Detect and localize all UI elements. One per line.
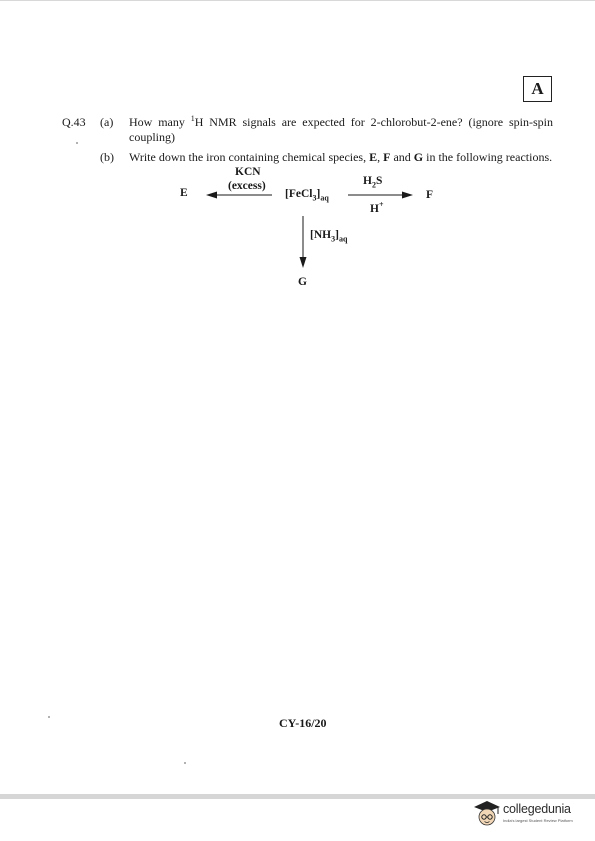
brand-name: collegedunia xyxy=(503,802,571,816)
part-b-bold-e: E xyxy=(369,150,378,164)
product-f: F xyxy=(426,189,434,201)
reaction-arrows xyxy=(0,0,595,300)
scan-speck xyxy=(48,716,50,718)
h2s-prefix: H xyxy=(363,175,372,187)
section-letter: A xyxy=(531,79,544,98)
part-a-text-before: How many xyxy=(129,115,191,129)
scan-speck xyxy=(76,142,78,144)
h2s-suffix: S xyxy=(375,175,383,187)
scan-speck xyxy=(184,762,186,764)
nh3-prefix: [NH xyxy=(310,229,332,241)
product-g: G xyxy=(298,276,307,288)
brand-tagline: India's largest Student Review Platform xyxy=(503,818,573,823)
down-arrow xyxy=(300,216,307,268)
fecl3-aq: aq xyxy=(320,193,329,203)
part-b-bold-f: F xyxy=(383,150,391,164)
product-e: E xyxy=(180,187,188,199)
collegedunia-logo xyxy=(472,799,592,829)
left-condition: (excess) xyxy=(228,180,266,192)
part-b-text-4: in the following reactions. xyxy=(423,150,553,164)
part-b-text-1: Write down the iron containing chemical species, xyxy=(129,150,370,164)
nmr-superscript: 1 xyxy=(190,114,195,123)
part-b-bold-g: G xyxy=(413,150,424,164)
h-plus-sup: + xyxy=(378,200,384,210)
nh3-suffix: ] xyxy=(335,229,339,241)
part-b-text-2: , xyxy=(377,150,384,164)
left-reagent: KCN xyxy=(235,166,261,178)
part-a-label: (a) xyxy=(100,115,114,129)
question-number: Q.43 xyxy=(62,115,86,129)
part-a-text-after: H NMR signals are expected for 2-chlorobut-2-ene? (ignore spin-spin coupling) xyxy=(129,115,553,144)
nh3-aq: aq xyxy=(338,234,348,244)
part-b-label: (b) xyxy=(100,150,114,164)
part-b-text-3: and xyxy=(390,150,414,164)
right-arrow xyxy=(348,192,413,199)
fecl3-prefix: [FeCl xyxy=(285,188,313,200)
h-plus-prefix: H xyxy=(370,203,379,215)
mascot-icon xyxy=(472,799,502,829)
fecl3-sub: 3 xyxy=(312,193,317,203)
h2s-sub: 2 xyxy=(371,180,376,190)
nh3-sub: 3 xyxy=(331,234,336,244)
left-arrow xyxy=(206,192,272,199)
page-number: CY-16/20 xyxy=(279,716,327,730)
fecl3-suffix: ] xyxy=(316,188,321,200)
